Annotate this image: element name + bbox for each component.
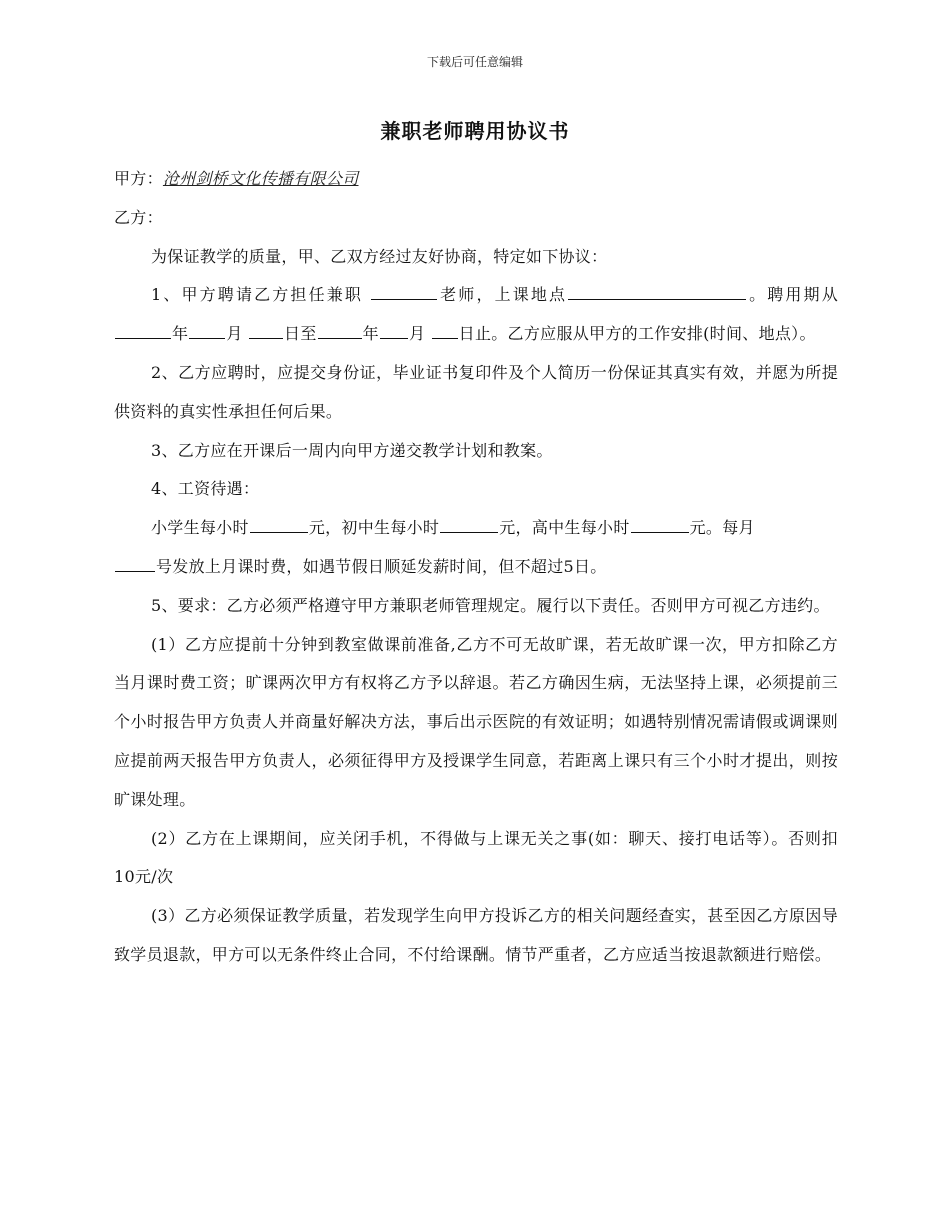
wage-paragraph bbox=[114, 509, 838, 587]
end-month-blank[interactable] bbox=[380, 337, 408, 339]
clause-1-text: 日至 bbox=[284, 324, 317, 344]
document-body bbox=[114, 160, 838, 975]
location-blank[interactable] bbox=[568, 298, 746, 300]
clause-1-text: 1、甲方聘请乙方担任兼职 bbox=[151, 285, 364, 305]
clause-1-text: 日止。乙方应服从甲方的工作安排(时间、地点）。 bbox=[458, 324, 816, 344]
wage-text: 小学生每小时 bbox=[151, 518, 249, 538]
party-a-label: 甲方： bbox=[114, 169, 163, 188]
requirement-item-2: (2）乙方在上课期间，应关闭手机，不得做与上课无关之事(如：聊天、接打电话等）。否则扣10元/次 bbox=[114, 828, 838, 887]
end-day-blank[interactable] bbox=[432, 337, 458, 339]
requirement-item-3: (3）乙方必须保证教学质量，若发现学生向甲方投诉乙方的相关问题经查实，甚至因乙方原因导致学员退款，甲方可以无条件终止合同，不付给课酬。情节严重者，乙方应适当按退款额进行赔偿。 bbox=[114, 906, 838, 964]
requirement-item-1: (1）乙方应提前十分钟到教室做课前准备,乙方不可无故旷课，若无故旷课一次，甲方扣除乙方当月课时费工资；旷课两次甲方有权将乙方予以辞退。若乙方确因生病，无法坚持上课，必须提前三个小时报告甲方负责人并商量好解决方法，事后出示医院的有效证明；如遇特别情况需请假或调课则应提前两天报告甲方负责人，必须征得甲方及授课学生同意，若距离上课只有三个小时才提出，则按旷课处理。 bbox=[114, 634, 838, 809]
payday-blank[interactable] bbox=[115, 570, 155, 572]
clause-1-text: 老师，上课地点 bbox=[438, 285, 568, 305]
party-a-line bbox=[114, 160, 838, 199]
clause-3: 3、乙方应在开课后一周内向甲方递交教学计划和教案。 bbox=[151, 440, 553, 460]
intro-paragraph: 为保证教学的质量，甲、乙双方经过友好协商，特定如下协议： bbox=[151, 246, 608, 266]
wage-text: 元，初中生每小时 bbox=[308, 518, 440, 538]
clause-4-title: 4、工资待遇： bbox=[151, 479, 260, 499]
clause-1-text: 年 bbox=[362, 324, 379, 344]
end-year-blank[interactable] bbox=[318, 337, 362, 339]
subject-blank[interactable] bbox=[371, 298, 437, 300]
clause-1-text: 年 bbox=[172, 324, 189, 344]
header-note: 下载后可任意编辑 bbox=[426, 55, 523, 69]
party-b-line bbox=[114, 199, 838, 238]
start-year-blank[interactable] bbox=[115, 337, 171, 339]
party-a-name: 沧州剑桥文化传播有限公司 bbox=[162, 169, 359, 188]
clause-5: 5、要求：乙方必须严格遵守甲方兼职老师管理规定。履行以下责任。否则甲方可视乙方违约。 bbox=[151, 595, 830, 615]
clause-1-text: 月 bbox=[408, 324, 426, 344]
middle-wage-blank[interactable] bbox=[440, 531, 498, 533]
wage-text: 元，高中生每小时 bbox=[499, 518, 630, 538]
start-month-blank[interactable] bbox=[189, 337, 225, 339]
start-day-blank[interactable] bbox=[249, 337, 283, 339]
wage-text: 号发放上月课时费，如遇节假日顺延发薪时间，但不超过5日。 bbox=[156, 556, 607, 576]
clause-1-text: 月 bbox=[226, 324, 243, 344]
clause-2: 2、乙方应聘时，应提交身份证，毕业证书复印件及个人简历一份保证其真实有效，并愿为所提供资料的真实性承担任何后果。 bbox=[114, 362, 838, 421]
clause-1-text: 。聘用期从 bbox=[747, 285, 838, 305]
document-title: 兼职老师聘用协议书 bbox=[380, 119, 570, 143]
primary-wage-blank[interactable] bbox=[250, 531, 308, 533]
high-wage-blank[interactable] bbox=[631, 531, 689, 533]
party-b-label: 乙方： bbox=[114, 207, 163, 227]
clause-1 bbox=[114, 276, 838, 354]
wage-text: 元。每月 bbox=[689, 518, 755, 538]
